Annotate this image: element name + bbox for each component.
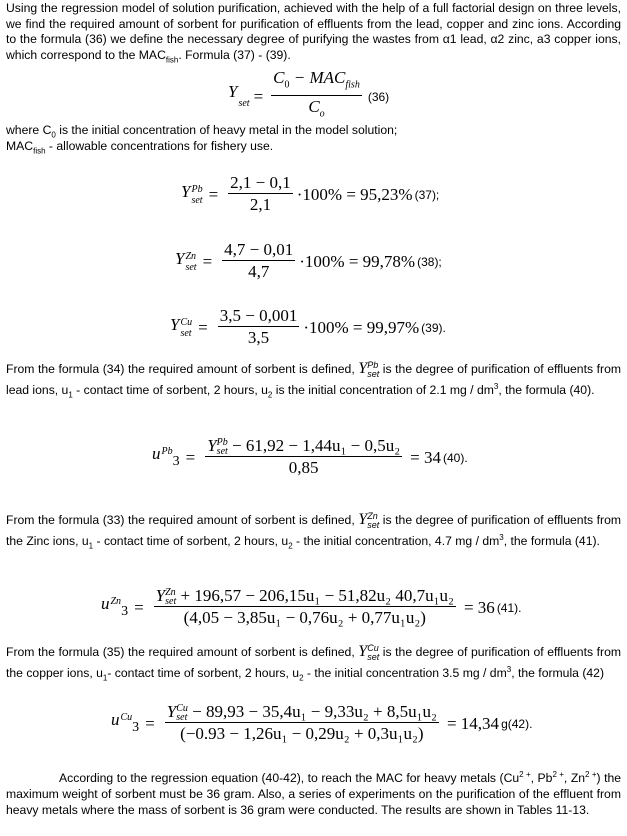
eq40-den: 0,85: [288, 458, 319, 478]
eq39-den: 3,5: [247, 328, 270, 347]
equation-38: Y Zn set = $\frac{4,7 - 0,01}{4,7}$ ·100% = 99,78% (38);: [175, 240, 442, 281]
eq36-num-sub: fish: [345, 79, 360, 91]
eq37-sub: set: [191, 194, 203, 206]
para34-sup: Pb: [367, 359, 379, 370]
eq41-lhs-sup: Zn: [110, 595, 122, 607]
para34-d-sup: 3: [493, 381, 499, 391]
conclusion-a: According to the regression equation (40-42), to reach the MAC for heavy metals (Cu: [59, 771, 520, 785]
para35-e: , the formula (42): [511, 666, 605, 680]
eq40-num-sub: set: [216, 446, 228, 458]
conclusion-d: ) the maximum weight of sorbent must be 36 gram. Also, a series of experiments on the purification of the effluent from heavy metals where the mass of sorbent is 36 gram were conducted. The results are shown in Tables 11-13.: [6, 771, 622, 817]
eq42-num-y: Y: [166, 702, 177, 721]
eq41-num-y: Y: [155, 586, 166, 605]
eq39-sup: Cu: [180, 316, 193, 328]
para33-sup: Zn: [367, 510, 378, 521]
eq38-lhs: Y: [175, 248, 185, 268]
para34-c-sub: 2: [267, 390, 273, 400]
para33-sym: Y: [358, 511, 368, 528]
eq42-tag: g(42).: [501, 716, 533, 731]
para35-b-sub: 1: [102, 673, 108, 683]
eq38-tag: (38);: [417, 254, 442, 269]
para35-sub: set: [367, 651, 380, 662]
eq41-tag: (41).: [496, 600, 522, 615]
para35-sym: Y: [358, 643, 368, 660]
equation-40: u Pb 3 = Y Pb set − 61,92 − 1,44u₁ − 0,5u₂ 0,85 = 34 (40).: [152, 436, 468, 478]
intro-text-end: . Formula (37) - (39).: [178, 47, 291, 62]
eq41-lhs: u: [101, 593, 110, 613]
eq37-rest: ·100% = 95,23%: [296, 184, 413, 204]
para33-d: - the initial concentration, 4.7 mg / dm: [292, 534, 500, 548]
conclusion-paragraph: [6, 770, 621, 818]
para35-d: - the initial concentration 3.5 mg / dm: [303, 666, 507, 680]
eq40-rest: = 34: [410, 447, 441, 467]
para35-sup: Cu: [367, 642, 379, 653]
eq42-num-sup: Cu: [176, 703, 188, 715]
equation-39: Y Cu set = $\frac{3,5 - 0,001}{3,5}$ ·100% = 99,97% (39).: [170, 306, 446, 347]
eq38-sub: set: [185, 261, 197, 273]
equation-36: Y set = $\frac{C_0 - MAC_{fish}}{C_o}$ (36): [228, 68, 390, 120]
eq36-num-c: C: [273, 68, 285, 87]
where-line2: MAC: [6, 138, 34, 153]
eq39-tag: (39).: [421, 320, 446, 335]
eq41-num-sup: Zn: [165, 587, 176, 599]
eq38-num: 4,7 − 0,01: [224, 240, 294, 259]
eq42-lhs-sub: 3: [132, 719, 140, 735]
eq36-num-mac: − MAC: [289, 68, 346, 87]
equation-42: u Cu 3 = Y Cu set − 89,93 − 35,4u₁ − 9,33u₂ + 8,5u₁u₂ (−0.93 − 1,26u₁ − 0,29u₂ + 0,3u₁u₂) = 14,34 g(42).: [111, 702, 533, 744]
where-block: [6, 123, 621, 154]
conclusion-a-sup: 2 +: [519, 769, 531, 779]
eq39-rest: ·100% = 99,97%: [303, 317, 420, 337]
para34-e: , the formula (40).: [498, 383, 595, 397]
para35-c-sub: 2: [299, 673, 304, 683]
eq40-num-rest: − 61,92 − 1,44u₁ − 0,5u₂: [227, 436, 401, 455]
eq40-lhs-sub: 3: [172, 453, 180, 469]
eq40-tag: (40).: [443, 450, 468, 465]
eq42-rest: = 14,34: [446, 713, 500, 733]
eq40-lhs-sup: Pb: [161, 445, 173, 457]
eq41-den: (4,05 − 3,85u₁ − 0,76u₂ + 0,77u₁u₂): [183, 608, 426, 628]
paragraph-35: [6, 641, 621, 684]
eq36-lhs-sub: set: [238, 98, 250, 110]
para33-e: , the formula (41).: [503, 534, 600, 548]
where-line1: where C: [6, 123, 52, 137]
eq36-num-sub0: 0: [284, 79, 290, 91]
para33-d-sup: 3: [499, 532, 504, 542]
eq41-num-sub: set: [165, 596, 177, 608]
eq42-lhs-sup: Cu: [120, 711, 133, 723]
eq38-rest: ·100% = 99,78%: [299, 251, 416, 271]
eq40-lhs: u: [152, 443, 161, 463]
paragraph-33: [6, 509, 621, 552]
para35-a: From the formula (35) the required amount of sorbent is defined,: [6, 645, 359, 659]
eq38-sup: Zn: [185, 250, 197, 262]
conclusion-b-sup: 2 +: [552, 769, 564, 779]
para35-d-sup: 3: [506, 664, 512, 674]
where-line2-end: - allowable concentrations for fishery use.: [45, 138, 274, 153]
equation-41: u Zn 3 = Y Zn set + 196,57 − 206,15u₁ − 51,82u₂ 40,7u₁u₂ (4,05 − 3,85u₁ − 0,76u₂ + 0,77u₁u₂) = 36 (41).: [101, 586, 522, 628]
eq36-den: C: [308, 97, 320, 117]
para33-a: From the formula (33) the required amount of sorbent is defined,: [6, 513, 359, 527]
eq41-num-rest: + 196,57 − 206,15u₁ − 51,82u₂ 40,7u₁u₂: [176, 586, 454, 605]
eq42-num-rest: − 89,93 − 35,4u₁ − 9,33u₂ + 8,5u₁u₂: [187, 702, 437, 721]
eq40-num-sup: Pb: [216, 437, 228, 449]
para34-sub: set: [367, 368, 380, 379]
para35-b: is the degree of purification of effluents from the copper ions, u: [6, 645, 621, 680]
eq39-num: 3,5 − 0,001: [219, 306, 298, 325]
eq37-sup: Pb: [191, 183, 203, 195]
eq36-lhs: Y: [228, 82, 238, 102]
eq42-lhs: u: [111, 709, 120, 729]
para34-d: is the initial concentration of 2.1 mg / dm: [272, 383, 494, 397]
where-line2-sub: fish: [33, 145, 46, 155]
eq36-tag: (36): [367, 89, 390, 104]
intro-paragraph: [6, 1, 621, 63]
para33-sub: set: [367, 519, 380, 530]
para34-sym: Y: [358, 360, 368, 377]
para34-a: From the formula (34) the required amount of sorbent is defined,: [6, 362, 359, 376]
eq39-sub: set: [180, 327, 192, 339]
para35-c: - contact time of sorbent, 2 hours, u: [107, 666, 300, 680]
para33-b-sub: 1: [88, 541, 94, 551]
eq36-den-sub: o: [319, 108, 325, 120]
conclusion-c: , Zn: [563, 771, 586, 785]
where-line1-end: is the initial concentration of heavy metal in the model solution;: [55, 123, 398, 137]
para34-b-sub: 1: [68, 390, 73, 400]
para33-c: - contact time of sorbent, 2 hours, u: [93, 534, 289, 548]
para33-c-sub: 2: [288, 541, 293, 551]
para33-b: is the degree of purification of effluents from the Zinc ions, u: [6, 513, 621, 548]
eq37-lhs: Y: [181, 181, 191, 201]
para34-c: - contact time of sorbent, 2 hours, u: [72, 383, 268, 397]
eq37-num: 2,1 − 0,1: [230, 173, 291, 192]
eq40-num-y: Y: [207, 436, 217, 455]
eq38-den: 4,7: [248, 262, 270, 281]
eq39-lhs: Y: [170, 314, 180, 334]
intro-sub: fish: [165, 54, 179, 64]
eq37-tag: (37);: [414, 187, 440, 202]
para34-b: is the degree of purification of effluents from lead ions, u: [6, 362, 621, 397]
eq37-den: 2,1: [249, 195, 272, 214]
conclusion-b: , Pb: [530, 771, 553, 785]
conclusion-c-sup: 2 +: [585, 769, 597, 779]
where-line1-sub: 0: [51, 130, 56, 140]
eq41-rest: = 36: [463, 597, 495, 617]
eq42-num-sub: set: [176, 712, 188, 724]
paragraph-34: [6, 358, 621, 401]
eq41-lhs-sub: 3: [121, 603, 129, 619]
equation-37: Y Pb set = $\frac{2,1 - 0,1}{2,1}$ ·100% = 95,23% (37);: [181, 173, 440, 214]
eq42-den: (−0.93 − 1,26u₁ − 0,29u₂ + 0,3u₁u₂): [180, 724, 424, 744]
intro-text: Using the regression model of solution purification, achieved with the help of a full factorial design on three levels, we find the required amount of sorbent for purification of effluents from the lead, copper and zinc ions. According to the formula (36) we define the necessary degree of purifying the wastes from α1 lead, α2 zinc, a3 copper ions, which correspond to the MAC: [6, 1, 621, 62]
